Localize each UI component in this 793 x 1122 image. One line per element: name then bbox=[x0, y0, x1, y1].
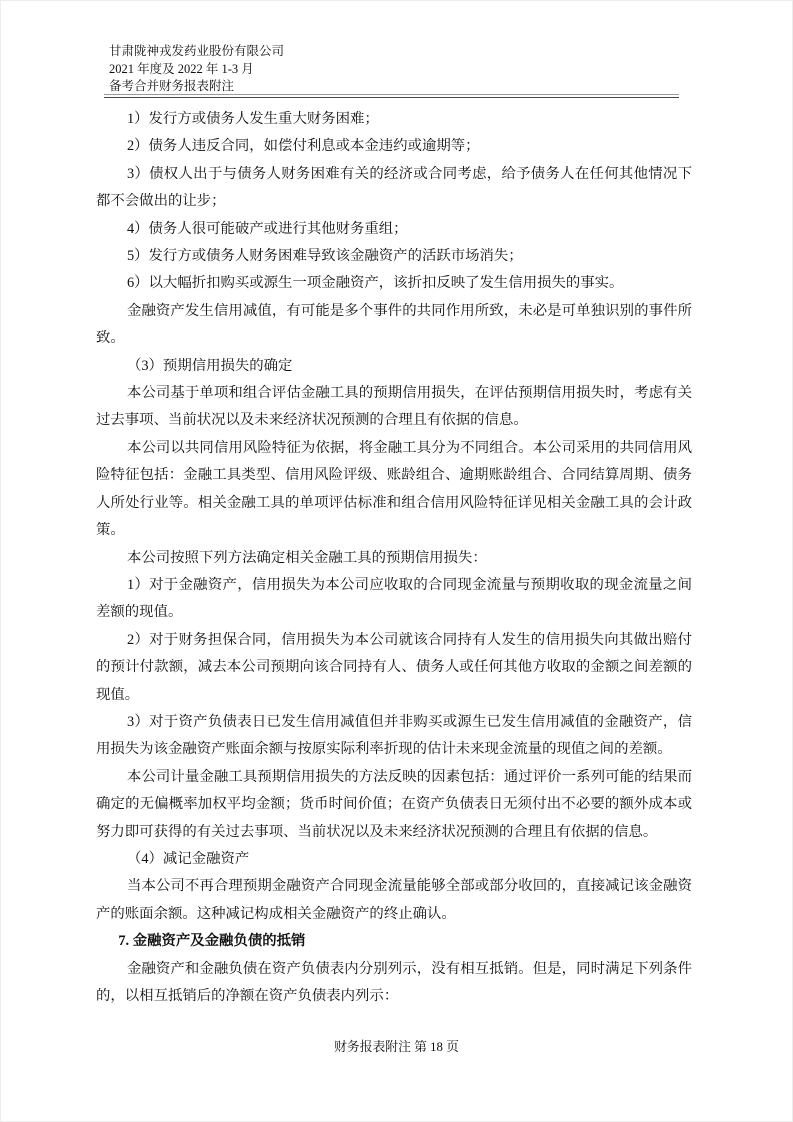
subsection-heading: （3）预期信用损失的确定 bbox=[126, 357, 293, 374]
page-footer-text: 财务报表附注 第 18 页 bbox=[334, 1040, 459, 1054]
document-body bbox=[96, 106, 692, 1010]
section-heading: 7. 金融资产及金融负债的抵销 bbox=[118, 933, 306, 950]
numbered-item: 3）债权人出于与债务人财务困难有关的经济或合同考虑，给予债务人在任何其他情况下都不会做出的让步； bbox=[96, 165, 692, 210]
paragraph: 当本公司不再合理预期金融资产合同现金流量能够全部或部分收回的，直接减记该金融资产的账面余额。这种减记构成相关金融资产的终止确认。 bbox=[96, 878, 692, 922]
numbered-item: 5）发行方或债务人财务困难导致该金融资产的活跃市场消失； bbox=[126, 248, 523, 265]
subsection-heading: （4）减记金融资产 bbox=[126, 850, 250, 867]
numbered-item: 4）债务人很可能破产或进行其他财务重组； bbox=[126, 220, 408, 237]
numbered-item: 3）对于资产负债表日已发生信用减值但并非购买或源生已发生信用减值的金融资产，信用损失为该金融资产账面余额与按原实际利率折现的估计未来现金流量的现值之间的差额。 bbox=[96, 713, 692, 758]
paragraph: 金融资产发生信用减值，有可能是多个事件的共同作用所致，未必是可单独识别的事件所致。 bbox=[96, 302, 692, 347]
numbered-item: 6）以大幅折扣购买或源生一项金融资产，该折扣反映了发生信用损失的事实。 bbox=[126, 275, 624, 292]
header-divider bbox=[104, 94, 679, 98]
paragraph: 本公司按照下列方法确定相关金融工具的预期信用损失： bbox=[126, 549, 487, 566]
numbered-item: 2）债务人违反合同，如偿付利息或本金违约或逾期等； bbox=[126, 138, 480, 155]
document-title: 备考合并财务报表附注 bbox=[109, 79, 235, 93]
numbered-item: 1）发行方或债务人发生重大财务困难； bbox=[126, 111, 379, 127]
numbered-item: 2）对于财务担保合同，信用损失为本公司就该合同持有人发生的信用损失向其做出赔付的预计付款额，减去本公司预期向该合同持有人、债务人或任何其他方收取的金额之间差额的现值。 bbox=[96, 631, 692, 703]
page-header bbox=[109, 43, 284, 96]
paragraph: 本公司计量金融工具预期信用损失的方法反映的因素包括：通过评价一系列可能的结果而确定的无偏概率加权平均金额；货币时间价值；在资产负债表日无须付出不必要的额外成本或努力即可获得的有关过去事项、当前状况以及未来经济状况预测的合理且有依据的信息。 bbox=[96, 768, 692, 840]
paragraph: 金融资产和金融负债在资产负债表内分别列示，没有相互抵销。但是，同时满足下列条件的，以相互抵销后的净额在资产负债表内列示： bbox=[96, 960, 692, 1004]
company-name: 甘肃陇神戎发药业股份有限公司 bbox=[109, 44, 285, 58]
paragraph: 本公司以共同信用风险特征为依据，将金融工具分为不同组合。本公司采用的共同信用风险特征包括：金融工具类型、信用风险评级、账龄组合、逾期账龄组合、合同结算周期、债务人所处行业等。相关金融工具的单项评估标准和组合信用风险特征详见相关金融工具的会计政策。 bbox=[96, 439, 692, 539]
page-footer bbox=[1, 1038, 792, 1056]
report-period: 2021 年度及 2022 年 1-3 月 bbox=[109, 61, 254, 76]
paragraph: 本公司基于单项和组合评估金融工具的预期信用损失，在评估预期信用损失时，考虑有关过去事项、当前状况以及未来经济状况预测的合理且有依据的信息。 bbox=[96, 385, 692, 429]
numbered-item: 1）对于金融资产，信用损失为本公司应收取的合同现金流量与预期收取的现金流量之间差额的现值。 bbox=[96, 576, 692, 621]
